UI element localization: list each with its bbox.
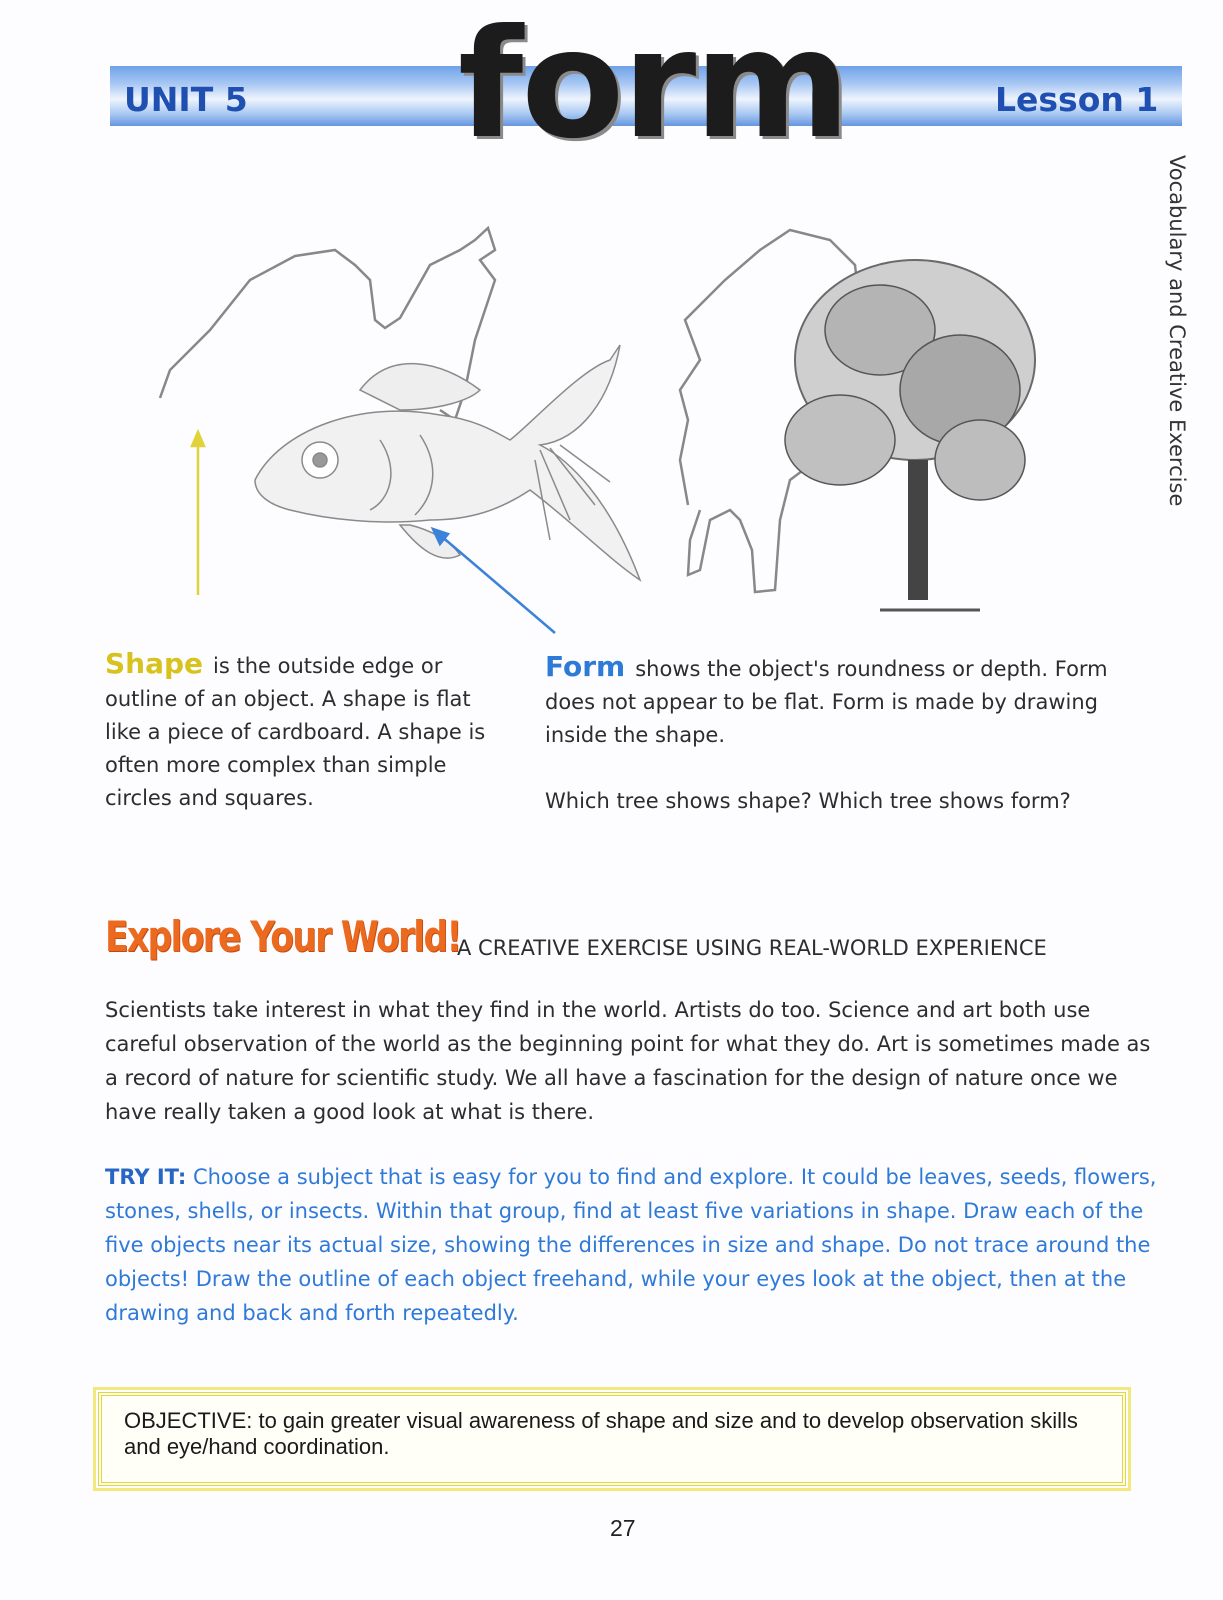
page-number: 27 (610, 1515, 636, 1541)
explore-title: Explore Your World! (105, 912, 461, 961)
form-term: Form (545, 650, 626, 683)
page-title: form (458, 0, 849, 172)
shape-form-illustration (140, 220, 1060, 640)
explore-subtitle: A CREATIVE EXERCISE USING REAL-WORLD EXPERIENCE (457, 936, 1047, 960)
shape-term: Shape (105, 647, 204, 680)
try-it-paragraph (105, 1160, 1165, 1330)
side-label: Vocabulary and Creative Exercise (1165, 155, 1189, 507)
fish-form-drawing (255, 345, 640, 580)
form-arrow (433, 529, 555, 633)
objective-text: OBJECTIVE: to gain greater visual awareness of shape and size and to develop observation skills and eye/hand coordination. (124, 1408, 1078, 1459)
shape-definition (105, 647, 500, 815)
tree-form-drawing (785, 260, 1035, 610)
shape-arrow (192, 432, 204, 595)
form-definition-text: shows the object's roundness or depth. Form does not appear to be flat. Form is made by drawing inside the shape. (545, 657, 1108, 747)
lesson-label: Lesson 1 (995, 80, 1159, 119)
form-definition (545, 650, 1145, 818)
unit-label: UNIT 5 (124, 80, 248, 119)
try-it-label: TRY IT: (105, 1165, 187, 1189)
explore-body: Scientists take interest in what they find in the world. Artists do too. Science and art both use careful observation of the world as the beginning point for what they do. Art is sometimes made as a record of nature for scientific study. We all have a fascination for the design of nature once we have really taken a good look at what is there. (105, 998, 1151, 1124)
shape-definition-text: is the outside edge or outline of an object. A shape is flat like a piece of cardboard. A shape is often more complex than simple circles and squares. (105, 654, 486, 810)
try-it-text: Choose a subject that is easy for you to find and explore. It could be leaves, seeds, flowers, stones, shells, or insects. Within that group, find at least five variations in shape. Draw each of the five objects near its actual size, showing the differences in size and shape. Do not trace around the objects! Draw the outline of each object freehand, while your eyes look at the object, then at the drawing and back and forth repeatedly. (105, 1165, 1157, 1325)
tree-question: Which tree shows shape? Which tree shows form? (545, 789, 1071, 813)
